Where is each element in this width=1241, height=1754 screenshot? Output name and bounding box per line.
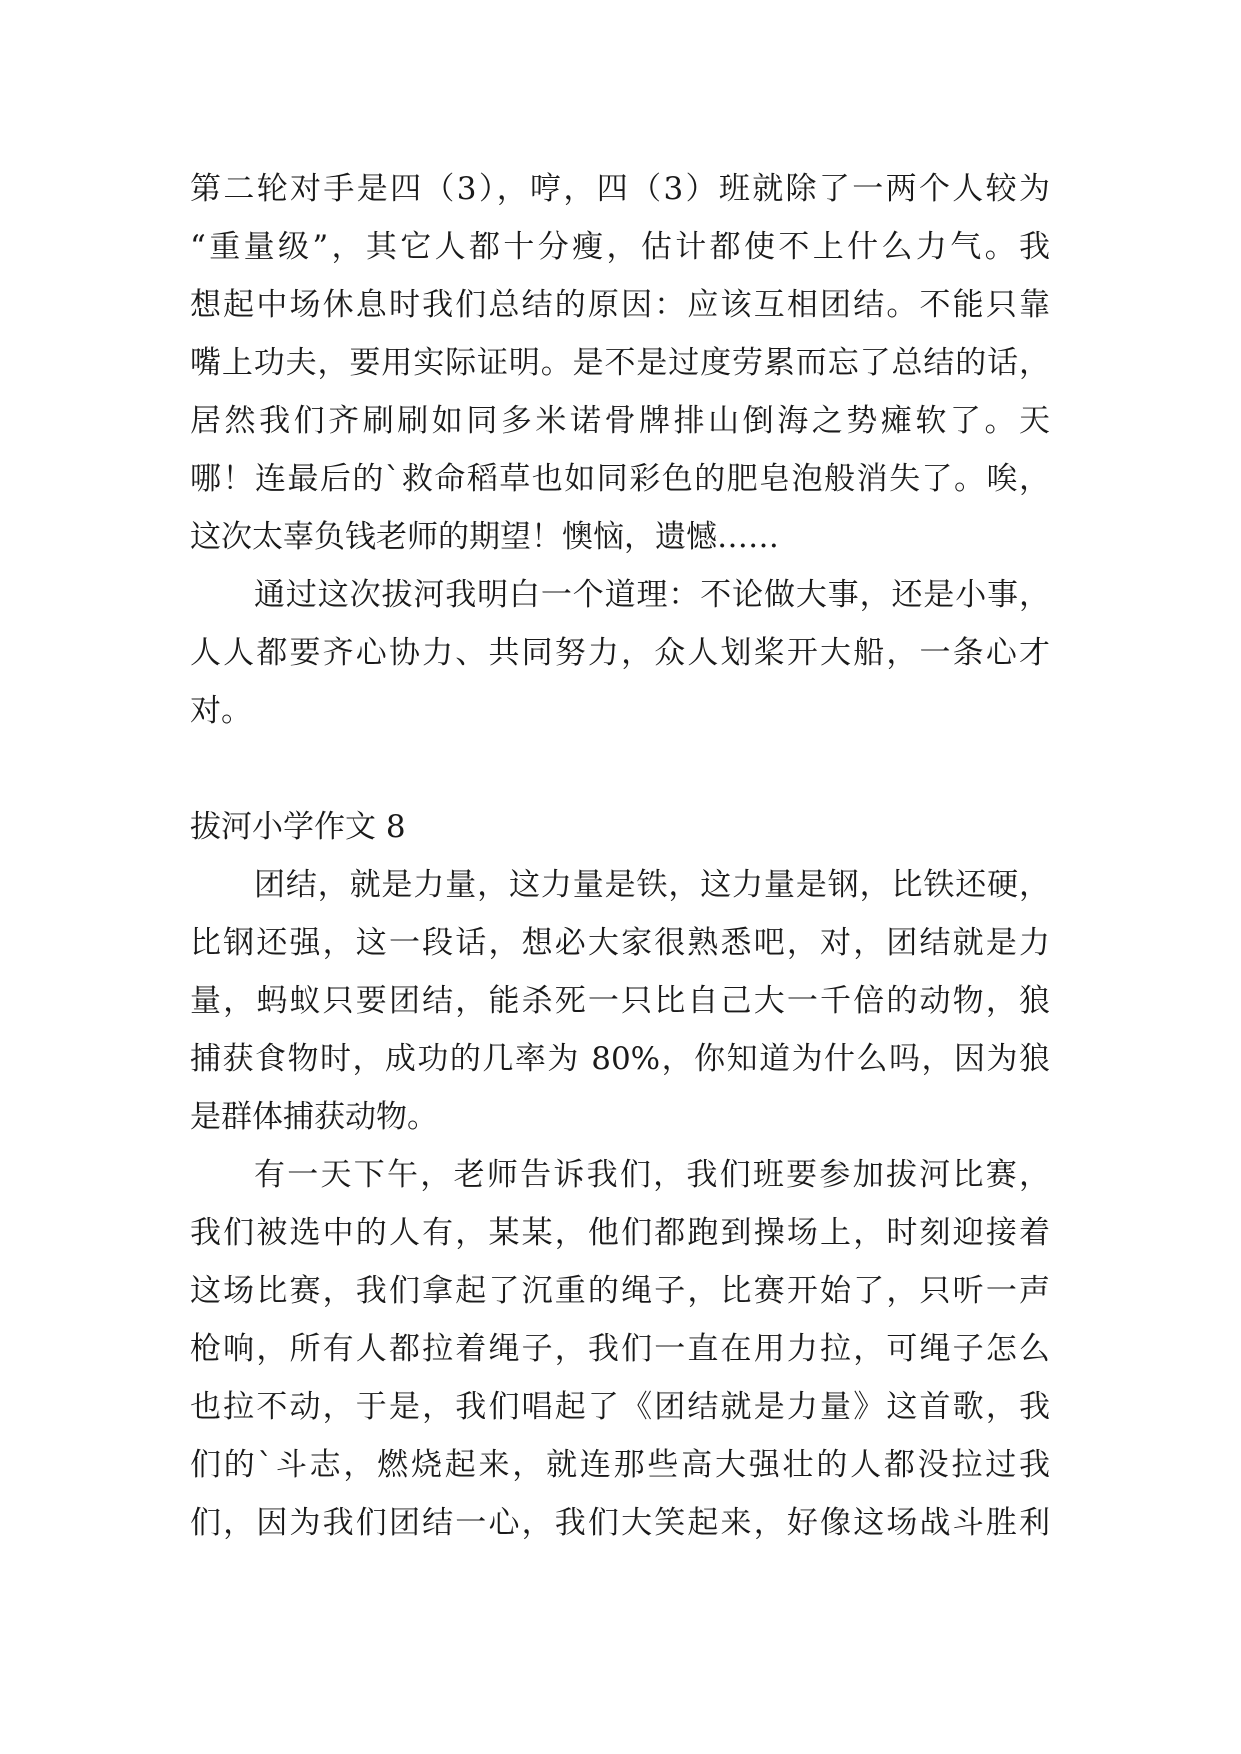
text-line: 这次太辜负钱老师的期望！懊恼，遗憾…… xyxy=(190,519,779,555)
paragraph-2 xyxy=(190,566,1050,740)
document-body xyxy=(190,160,1050,1552)
text-line: 们的`斗志，燃烧起来，就连那些高大强壮的人都没拉过我 xyxy=(190,1447,1050,1483)
text-line: 也拉不动，于是，我们唱起了《团结就是力量》这首歌，我 xyxy=(190,1389,1050,1425)
text-line: 们，因为我们团结一心，我们大笑起来，好像这场战斗胜利 xyxy=(190,1505,1050,1541)
text-line: 量，蚂蚁只要团结，能杀死一只比自己大一千倍的动物，狼 xyxy=(190,983,1050,1019)
text-line: 这场比赛，我们拿起了沉重的绳子，比赛开始了，只听一声 xyxy=(190,1273,1050,1309)
text-line: 通过这次拔河我明白一个道理：不论做大事，还是小事， xyxy=(254,577,1050,613)
text-line: 居然我们齐刷刷如同多米诺骨牌排山倒海之势瘫软了。天 xyxy=(190,403,1050,439)
blank-line xyxy=(190,740,1050,798)
text-line: 哪！连最后的`救命稻草也如同彩色的肥皂泡般消失了。唉， xyxy=(190,461,1050,497)
text-line: “重量级”，其它人都十分瘦，估计都使不上什么力气。我 xyxy=(190,229,1050,265)
text-line: 捕获食物时，成功的几率为 80%，你知道为什么吗，因为狼 xyxy=(190,1041,1050,1077)
paragraph-3 xyxy=(190,856,1050,1146)
text-line: 我们被选中的人有，某某，他们都跑到操场上，时刻迎接着 xyxy=(190,1215,1050,1251)
text-line: 是群体捕获动物。 xyxy=(190,1099,438,1135)
text-line: 有一天下午，老师告诉我们，我们班要参加拔河比赛， xyxy=(254,1157,1050,1193)
text-line: 想起中场休息时我们总结的原因：应该互相团结。不能只靠 xyxy=(190,287,1050,323)
text-line: 团结，就是力量，这力量是铁，这力量是钢，比铁还硬， xyxy=(254,867,1050,903)
text-line: 第二轮对手是四（3），哼，四（3）班就除了一两个人较为 xyxy=(190,171,1050,207)
text-line: 比钢还强，这一段话，想必大家很熟悉吧，对，团结就是力 xyxy=(190,925,1050,961)
text-line: 枪响，所有人都拉着绳子，我们一直在用力拉，可绳子怎么 xyxy=(190,1331,1050,1367)
paragraph-4 xyxy=(190,1146,1050,1552)
paragraph-1 xyxy=(190,160,1050,566)
section-title: 拔河小学作文 8 xyxy=(190,809,406,845)
text-line: 嘴上功夫，要用实际证明。是不是过度劳累而忘了总结的话， xyxy=(190,345,1050,381)
text-line: 人人都要齐心协力、共同努力，众人划桨开大船，一条心才 xyxy=(190,635,1050,671)
text-line: 对。 xyxy=(190,693,252,729)
